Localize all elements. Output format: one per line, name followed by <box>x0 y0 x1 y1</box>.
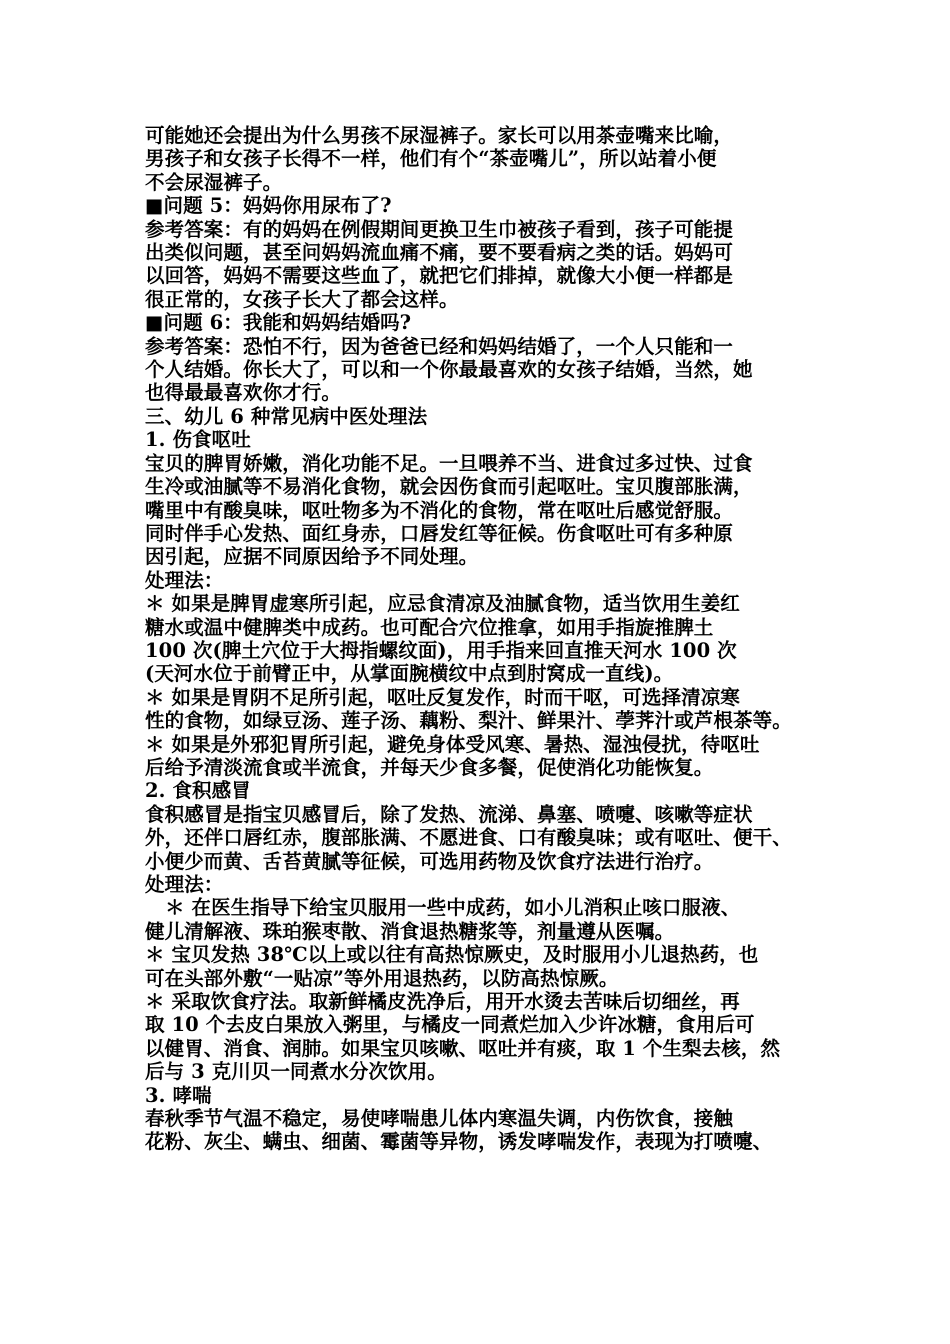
question-heading: ■问题 6：我能和妈妈结婚吗? <box>145 311 412 335</box>
text-line: ＊ 如果是脾胃虚寒所引起，应忌食清凉及油腻食物，适当饮用生姜红 <box>145 592 740 616</box>
text-line: 食积感冒是指宝贝感冒后，除了发热、流涕、鼻塞、喷嚏、咳嗽等症状 <box>145 802 753 826</box>
section-heading: 三、幼儿 6 种常见病中医处理法 <box>145 404 428 428</box>
treatment-label: 处理法： <box>145 568 224 592</box>
text-line: 出类似问题，甚至问妈妈流血痛不痛，要不要看病之类的话。妈妈可 <box>145 241 734 265</box>
text-line: 以健胃、消食、润肺。如果宝贝咳嗽、呕吐并有痰，取 1 个生梨去核，然 <box>145 1036 781 1060</box>
text-line: 也得最最喜欢你才行。 <box>145 381 342 405</box>
text-line: ＊ 如果是外邪犯胃所引起，避免身体受风寒、暑热、湿浊侵扰，待呕吐 <box>145 732 760 756</box>
text-line: 糖水或温中健脾类中成药。也可配合穴位推拿，如用手指旋推脾土 <box>145 615 714 639</box>
document-body <box>145 124 817 1154</box>
text-line: 性的食物，如绿豆汤、莲子汤、藕粉、梨汁、鲜果汁、荸荠汁或芦根茶等。 <box>145 709 792 733</box>
text-line: 健儿清解液、珠珀猴枣散、消食退热糖浆等，剂量遵从医嘱。 <box>145 919 675 943</box>
question-heading: ■问题 5：妈妈你用尿布了? <box>145 194 392 218</box>
text-line: 以回答，妈妈不需要这些血了，就把它们排掉，就像大小便一样都是 <box>145 264 734 288</box>
text-line: 很正常的，女孩子长大了都会这样。 <box>145 287 459 311</box>
text-line: 参考答案：恐怕不行，因为爸爸已经和妈妈结婚了，一个人只能和一 <box>145 334 734 358</box>
subsection-heading: 1. 伤食呕吐 <box>145 428 251 452</box>
text-line: 参考答案：有的妈妈在例假期间更换卫生巾被孩子看到，孩子可能提 <box>145 217 734 241</box>
text-line: ＊ 采取饮食疗法。取新鲜橘皮洗净后，用开水烫去苦味后切细丝，再 <box>145 990 740 1014</box>
text-line: 花粉、灰尘、螨虫、细菌、霉菌等异物，诱发哮喘发作，表现为打喷嚏、 <box>145 1130 773 1154</box>
treatment-label: 处理法： <box>145 873 224 896</box>
text-line: ＊ 宝贝发热 38℃以上或以往有高热惊厥史，及时服用小儿退热药，也 <box>145 943 759 967</box>
text-line: 宝贝的脾胃娇嫩，消化功能不足。一旦喂养不当、进食过多过快、过食 <box>145 451 753 475</box>
text-line: 100 次(脾土穴位于大拇指螺纹面)，用手指来回直推天河水 100 次 <box>145 638 737 662</box>
text-line: 嘴里中有酸臭味，呕吐物多为不消化的食物，常在呕吐后感觉舒服。 <box>145 498 734 522</box>
text-line: 同时伴手心发热、面红身赤，口唇发红等征候。伤食呕吐可有多种原 <box>145 521 734 545</box>
text-line: 春秋季节气温不稳定，易使哮喘患儿体内寒温失调，内伤饮食，接触 <box>145 1107 734 1131</box>
text-line: 可能她还会提出为什么男孩不尿湿裤子。家长可以用茶壶嘴来比喻， <box>145 124 734 147</box>
subsection-heading: 2. 食积感冒 <box>145 779 251 803</box>
text-line: 外，还伴口唇红赤，腹部胀满、不愿进食、口有酸臭味；或有呕吐、便干、 <box>145 826 792 850</box>
text-line: 后与 3 克川贝一同煮水分次饮用。 <box>145 1060 447 1084</box>
text-line: ＊ 在医生指导下给宝贝服用一些中成药，如小儿消积止咳口服液、 <box>165 896 741 920</box>
text-line: 后给予清淡流食或半流食，并每天少食多餐，促使消化功能恢复。 <box>145 755 714 779</box>
text-line: 小便少而黄、舌苔黄腻等征候，可选用药物及饮食疗法进行治疗。 <box>145 849 714 873</box>
text-line: (天河水位于前臂正中，从掌面腕横纹中点到肘窝成一直线)。 <box>145 662 674 686</box>
text-line: 取 10 个去皮白果放入粥里，与橘皮一同煮烂加入少许冰糖，食用后可 <box>145 1013 755 1037</box>
text-line: 生冷或油腻等不易消化食物，就会因伤食而引起呕吐。宝贝腹部胀满， <box>145 475 753 499</box>
text-line: 个人结婚。你长大了，可以和一个你最最喜欢的女孩子结婚，当然，她 <box>145 358 753 382</box>
text-line: 因引起，应据不同原因给予不同处理。 <box>145 545 479 569</box>
text-line: ＊ 如果是胃阴不足所引起，呕吐反复发作，时而干呕，可选择清凉寒 <box>145 685 740 709</box>
text-line: 不会尿湿裤子。 <box>145 170 283 194</box>
text-line: 可在头部外敷“一贴凉”等外用退热药，以防高热惊厥。 <box>145 966 619 990</box>
subsection-heading: 3. 哮喘 <box>145 1083 212 1107</box>
text-line: 男孩子和女孩子长得不一样，他们有个“茶壶嘴儿”，所以站着小便 <box>145 147 717 171</box>
